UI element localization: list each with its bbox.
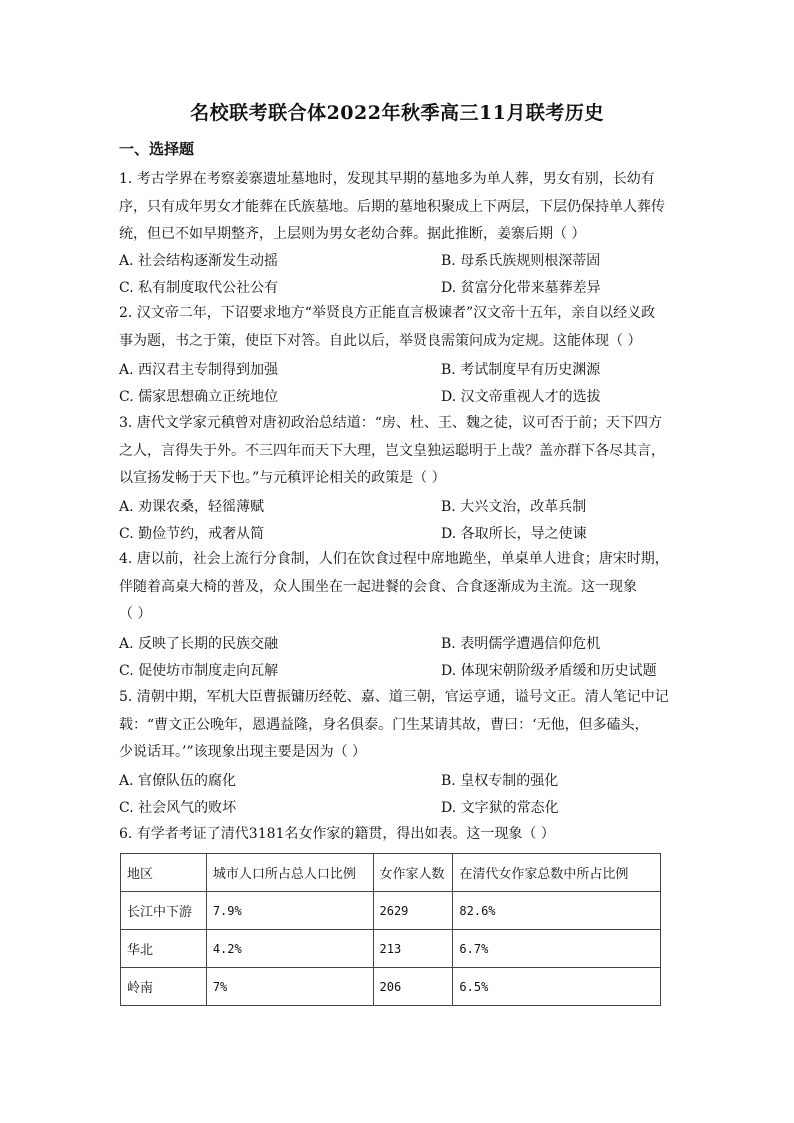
option-b[interactable]: B. 考试制度早有历史渊源 [441, 362, 601, 378]
section-heading: 一、选择题 [119, 140, 195, 158]
option-d[interactable]: D. 体现宋朝阶级矛盾缓和历史试题 [441, 663, 657, 679]
table-cell: 长江中下游 [121, 892, 207, 930]
table-cell: 7.9% [206, 892, 373, 930]
option-a[interactable]: A. 西汉君主专制得到加强 [119, 362, 279, 378]
option-a[interactable]: A. 社会结构逐渐发生动摇 [119, 253, 279, 269]
question-line: 2. 汉文帝二年，下诏要求地方“举贤良方正能直言极谏者”汉文帝十五年，亲自以经义政 [119, 305, 656, 321]
table-row [121, 930, 661, 968]
table-header-cell: 地区 [121, 854, 207, 892]
table-header-cell: 女作家人数 [373, 854, 453, 892]
question-line: 4. 唐以前，社会上流行分食制，人们在饮食过程中席地跪坐，单桌单人进食；唐宋时期， [119, 551, 669, 567]
table-cell: 6.5% [453, 968, 661, 1006]
option-a[interactable]: A. 反映了长期的民族交融 [119, 636, 279, 652]
option-c[interactable]: C. 社会风气的败坏 [119, 800, 237, 816]
option-d[interactable]: D. 文字狱的常态化 [441, 800, 559, 816]
option-d[interactable]: D. 贫富分化带来墓葬差异 [441, 280, 601, 296]
question-line: 伴随着高桌大椅的普及，众人围坐在一起进餐的会食、合食逐渐成为主流。这一现象 [119, 578, 637, 595]
table-cell: 82.6% [453, 892, 661, 930]
table-header-cell: 城市人口所占总人口比例 [206, 854, 373, 892]
table-header-cell: 在清代女作家总数中所占比例 [453, 854, 661, 892]
option-c[interactable]: C. 儒家思想确立正统地位 [119, 389, 279, 405]
question-line: 之人，言得失于外。不三四年而天下大理，岂文皇独运聪明于上哉？盖亦群下各尽其言， [119, 442, 665, 459]
question-1-stem [119, 166, 675, 249]
option-c[interactable]: C. 私有制度取代公社公有 [119, 280, 279, 296]
option-b[interactable]: B. 皇权专制的强化 [441, 773, 559, 789]
data-table [120, 853, 661, 1006]
option-c[interactable]: C. 勤俭节约，戒奢从简 [119, 526, 265, 542]
question-6-stem [119, 821, 675, 849]
question-line: 3. 唐代文学家元稹曾对唐初政治总结道：“房、杜、王、魏之徒，议可否于前；天下四方 [119, 415, 662, 431]
table-cell: 213 [373, 930, 453, 968]
question-2-stem [119, 300, 675, 355]
question-4-stem [119, 546, 675, 629]
question-line: 1. 考古学界在考察姜寨遗址墓地时，发现其早期的墓地多为单人葬，男女有别，长幼有 [119, 171, 655, 187]
question-line: 5. 清朝中期，军机大臣曹振镛历经乾、嘉、道三朝，官运亨通，谥号文正。清人笔记中记 [119, 689, 669, 705]
option-d[interactable]: D. 汉文帝重视人才的选拔 [441, 389, 601, 405]
question-line: 以宣扬发畅于天下也。”与元稹评论相关的政策是（ ） [119, 470, 446, 486]
question-3-stem [119, 410, 675, 493]
table-cell: 6.7% [453, 930, 661, 968]
table-cell: 7% [206, 968, 373, 1006]
question-line: 统，但已不如早期整齐，上层则为男女老幼合葬。据此推断，姜寨后期（ ） [119, 226, 586, 242]
question-line: 事为题，书之于策，使臣下对答。自此以后，举贤良需策问成为定规。这能体现（ ） [119, 332, 642, 349]
table-cell: 岭南 [121, 968, 207, 1006]
question-line: 少说话耳。’”该现象出现主要是因为（ ） [119, 744, 367, 760]
table-row [121, 892, 661, 930]
question-line: 载：“曹文正公晚年，恩遇益隆，身名俱泰。门生某请其故，曹曰：‘无他，但多磕头， [119, 716, 649, 733]
option-b[interactable]: B. 表明儒学遭遇信仰危机 [441, 636, 601, 652]
option-b[interactable]: B. 母系氏族规则根深蒂固 [441, 253, 601, 269]
option-a[interactable]: A. 官僚队伍的腐化 [119, 773, 237, 789]
option-d[interactable]: D. 各取所长，导之使谏 [441, 526, 587, 542]
question-5-stem [119, 684, 675, 767]
table-header-row [121, 854, 661, 892]
exam-title: 名校联考联合体2022年秋季高三11月联考历史 [190, 102, 604, 124]
question-line: 6. 有学者考证了清代3181名女作家的籍贯，得出如表。这一现象（ ） [119, 826, 555, 842]
option-a[interactable]: A. 劝课农桑，轻徭薄赋 [119, 499, 265, 515]
table-cell: 4.2% [206, 930, 373, 968]
table-cell: 206 [373, 968, 453, 1006]
option-b[interactable]: B. 大兴文治，改革兵制 [441, 499, 587, 515]
question-line: （ ） [119, 606, 152, 622]
table-cell: 2629 [373, 892, 453, 930]
table-row [121, 968, 661, 1006]
question-line: 序，只有成年男女才能葬在氏族墓地。后期的墓地积聚成上下两层，下层仍保持单人葬传 [119, 198, 665, 215]
table-cell: 华北 [121, 930, 207, 968]
option-c[interactable]: C. 促使坊市制度走向瓦解 [119, 663, 279, 679]
